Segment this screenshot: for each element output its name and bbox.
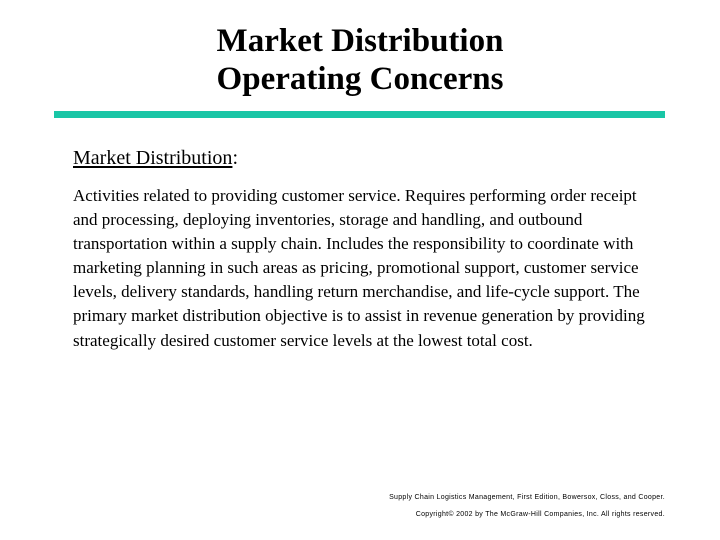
heading-term: Market Distribution (73, 147, 233, 169)
title-line-1: Market Distribution (216, 23, 504, 59)
slide-title (0, 22, 720, 98)
footer-citation: Supply Chain Logistics Management, First Edition, Bowersox, Closs, and Cooper. (389, 494, 665, 501)
footer-copyright: Copyright© 2002 by The McGraw-Hill Companies, Inc. All rights reserved. (415, 511, 665, 518)
section-heading (73, 146, 238, 170)
title-line-2: Operating Concerns (216, 61, 504, 97)
definition-paragraph: Activities related to providing customer service. Requires performing order receipt and processing, deploying inventories, storage and handling, and outbound transportation within a supply chain. Includes the responsibility to coordinate with marketing planning in such areas as pricing, promotional support, customer service levels, delivery standards, handling return merchandise, and life-cycle support. The primary market distribution objective is to assist in revenue generation by providing strategically desired customer service levels at the lowest total cost. (73, 186, 645, 350)
heading-colon: : (232, 147, 238, 169)
title-divider (54, 111, 665, 118)
